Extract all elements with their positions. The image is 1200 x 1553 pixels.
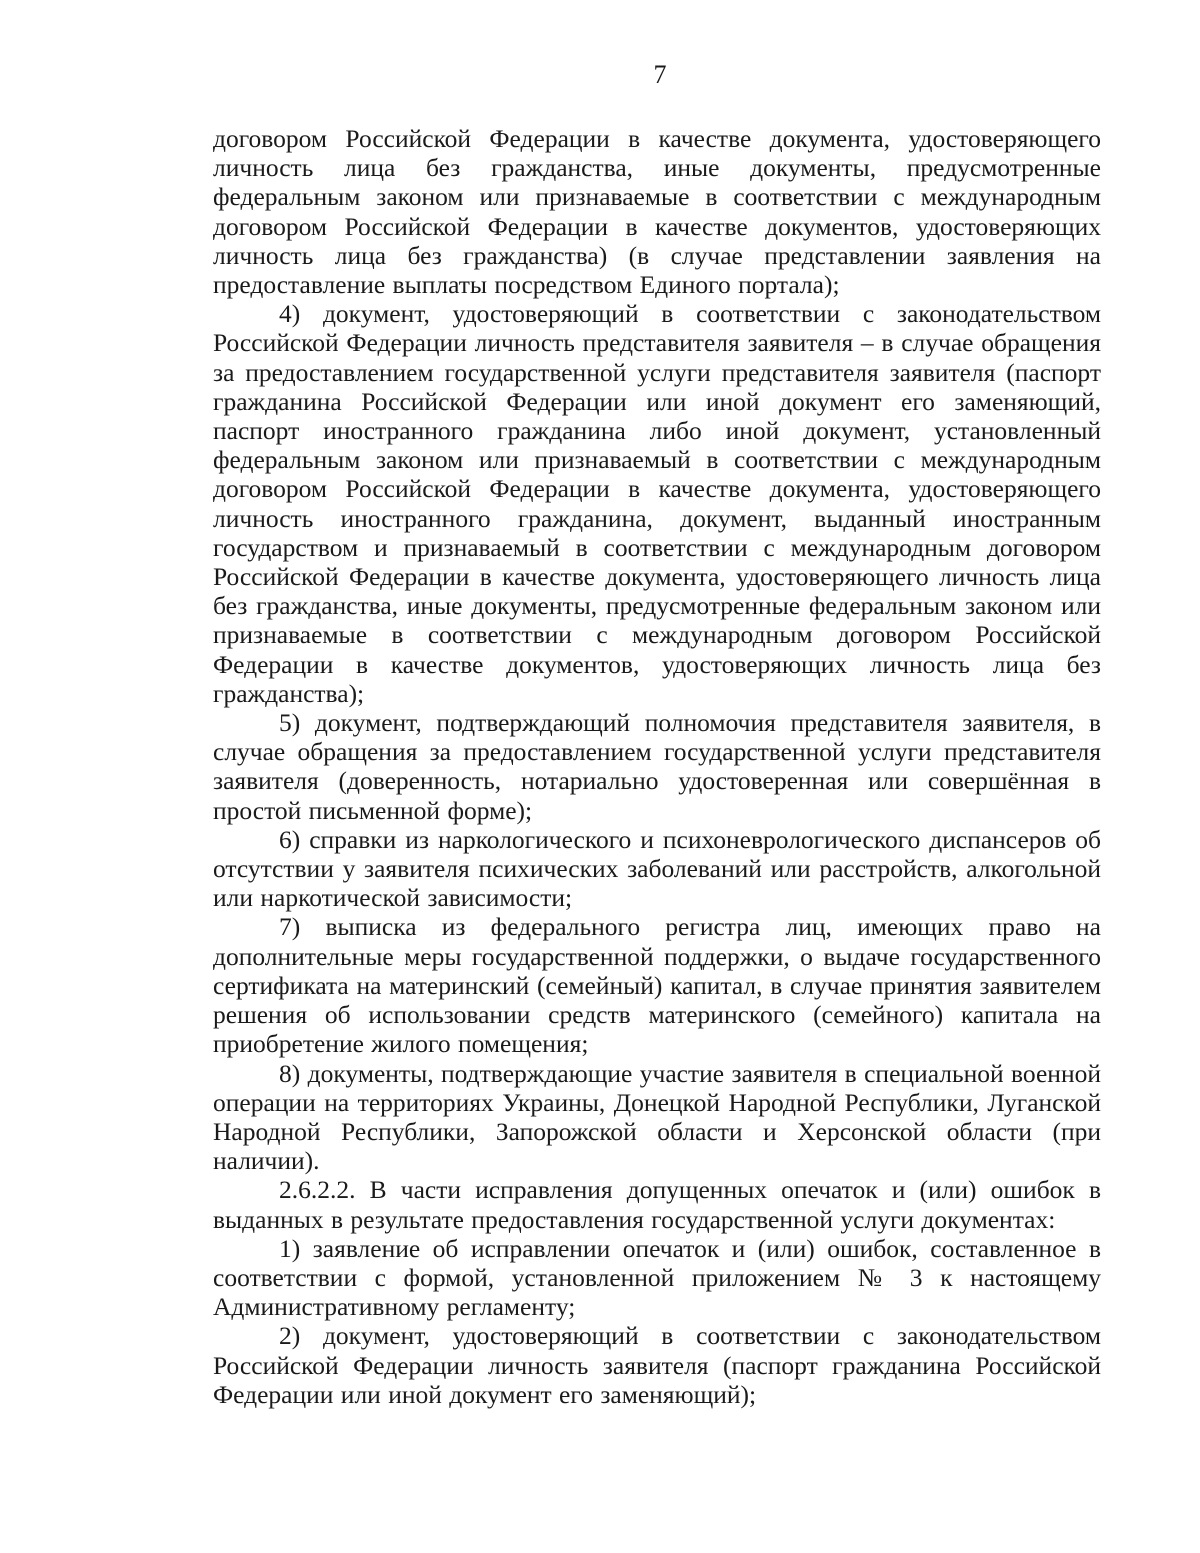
paragraph-subitem-1: 1) заявление об исправлении опечаток и (или) ошибок, составленное в соответствии с формой, установленной приложением № 3 к настоящему Административному регламенту; [213,1233,1101,1322]
paragraph-section-2-6-2-2: 2.6.2.2. В части исправления допущенных опечаток и (или) ошибок в выданных в результате предоставления государственной услуги документах: [213,1175,1101,1234]
paragraph-subitem-2: 2) документ, удостоверяющий в соответствии с законодательством Российской Федерации личность заявителя (паспорт гражданина Российской Федерации или иной документ его заменяющий); [213,1321,1101,1409]
paragraph-item-6: 6) справки из наркологического и психоневрологического диспансеров об отсутствии у заявителя психических заболеваний или расстройств, алкогольной или наркотической зависимости; [213,824,1101,913]
paragraph-item-5: 5) документ, подтверждающий полномочия представителя заявителя, в случае обращения за предоставлением государственной услуги представителя заявителя (доверенность, нотариально удостоверенная или совершённая в простой письменной форме); [213,708,1101,825]
paragraph-item-4: 4) документ, удостоверяющий в соответствии с законодательством Российской Федерации личность представителя заявителя – в случае обращения за предоставлением государственной услуги представителя заявителя (паспорт гражданина Российской Федерации или иной документ его заменяющий, паспорт иностранного гражданина либо иной документ, установленный федеральным законом или признаваемый в соответствии с международным договором Российской Федерации в качестве документа, удостоверяющего личность иностранного гражданина, документ, выданный иностранным государством и признаваемый в соответствии с международным договором Российской Федерации в качестве документа, удостоверяющего личность лица без гражданства, иные документы, предусмотренные федеральным законом или признаваемые в соответствии с международным договором Российской Федерации в качестве документов, удостоверяющих личность лица без гражданства); [213,299,1101,708]
document-body [213,124,1101,1409]
paragraph-item-8: 8) документы, подтверждающие участие заявителя в специальной военной операции на территориях Украины, Донецкой Народной Республики, Луганской Народной Республики, Запорожской области и Херсонской области (при наличии). [213,1058,1101,1176]
page-number: 7 [653,60,667,89]
paragraph-continuation: договором Российской Федерации в качестве документа, удостоверяющего личность лица без гражданства, иные документы, предусмотренные федеральным законом или признаваемые в соответствии с международным договором Российской Федерации в качестве документов, удостоверяющих личность лица без гражданства) (в случае представлении заявления на предоставление выплаты посредством Единого портала); [213,124,1101,300]
paragraph-item-7: 7) выписка из федерального регистра лиц, имеющих право на дополнительные меры государственной поддержки, о выдаче государственного сертификата на материнский (семейный) капитал, в случае принятия заявителем решения об использовании средств материнского (семейного) капитала на приобретение жилого помещения; [213,912,1101,1059]
